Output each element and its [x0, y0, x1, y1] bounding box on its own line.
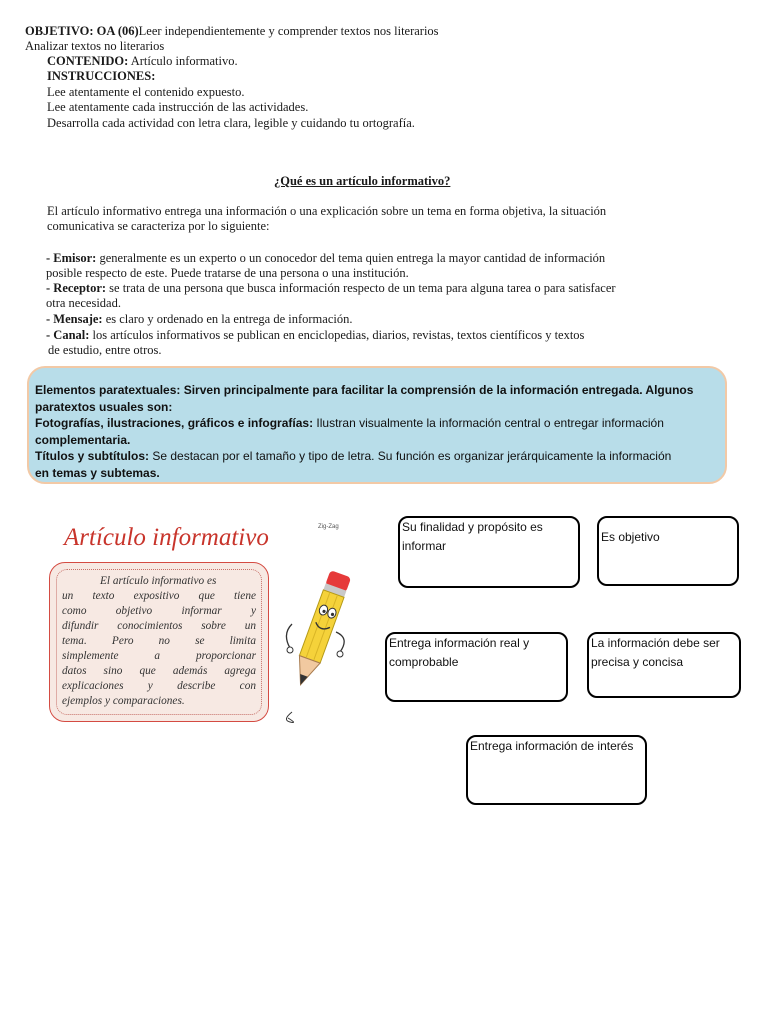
characteristic-box: Su finalidad y propósito es informar [398, 516, 580, 588]
callout-line: en temas y subtemas. [35, 465, 160, 480]
item-canal-cont: de estudio, entre otros. [48, 343, 162, 357]
figure-definition-text: El artículo informativo es un texto expositivo que tiene como objetivo informar y difundir conocimientos sobre un tema. Pero no se limita simplemente a proporcionar datos sino que además agrega explicaciones y describe con ejemplos y comparaciones. [56, 569, 262, 715]
intro-line: comunicativa se caracteriza por lo siguiente: [47, 219, 270, 233]
item-emisor: - Emisor: generalmente es un experto o un conocedor del tema quien entrega la mayor cantidad de información [46, 251, 606, 265]
instructions-heading: INSTRUCCIONES: [47, 69, 156, 83]
characteristic-box: Entrega información de interés [466, 735, 647, 805]
objective-line [25, 24, 439, 39]
item-mensaje: - Mensaje: es claro y ordenado en la entrega de información. [46, 312, 353, 326]
paratext-callout [27, 366, 727, 484]
figure-definition-box [49, 562, 269, 722]
content-line [47, 54, 238, 69]
instruction-item: Lee atentamente cada instrucción de las actividades. [47, 100, 309, 114]
item-receptor: - Receptor: se trata de una persona que busca información respecto de un tema para alguna tarea o para satisfacer [46, 281, 616, 295]
instruction-item: Lee atentamente el contenido expuesto. [47, 85, 245, 99]
item-emisor-cont: posible respecto de este. Puede tratarse de una persona o una institución. [46, 266, 409, 280]
article-illustration [40, 516, 360, 728]
item-canal: - Canal: los artículos informativos se publican en enciclopedias, diarios, revistas, textos científicos y textos [46, 328, 585, 342]
characteristic-box: Entrega información real y comprobable [385, 632, 568, 702]
callout-line: paratextos usuales son: [35, 399, 173, 414]
callout-line: Elementos paratextuales: Sirven principalmente para facilitar la comprensión de la información entregada. Algunos [35, 383, 694, 397]
objective-line-2: Analizar textos no literarios [25, 39, 165, 53]
callout-line: complementaria. [35, 432, 131, 447]
characteristic-box: Es objetivo [597, 516, 739, 586]
content-label: CONTENIDO: [47, 54, 129, 68]
figure-title: Artículo informativo [64, 524, 269, 551]
instruction-item: Desarrolla cada actividad con letra clara, legible y cuidando tu ortografía. [47, 116, 415, 130]
objective-label: OBJETIVO: OA (06) [25, 24, 139, 38]
section-title: ¿Qué es un artículo informativo? [274, 174, 451, 188]
callout-line: Títulos y subtítulos: Se destacan por el tamaño y tipo de letra. Su función es organizar jerárquicamente la información [35, 449, 672, 463]
callout-line: Fotografías, ilustraciones, gráficos e infografías: Ilustran visualmente la información central o entregar información [35, 416, 664, 430]
content-text: Artículo informativo. [128, 54, 238, 68]
item-receptor-cont: otra necesidad. [46, 296, 121, 310]
characteristic-box: La información debe ser precisa y concisa [587, 632, 741, 698]
objective-text: Leer independientemente y comprender textos nos literarios [138, 24, 439, 38]
figure-brand: Zig-Zag [318, 524, 339, 530]
intro-line: El artículo informativo entrega una información o una explicación sobre un tema en forma objetiva, la situación [47, 204, 607, 218]
pencil-mascot-icon [274, 564, 356, 724]
